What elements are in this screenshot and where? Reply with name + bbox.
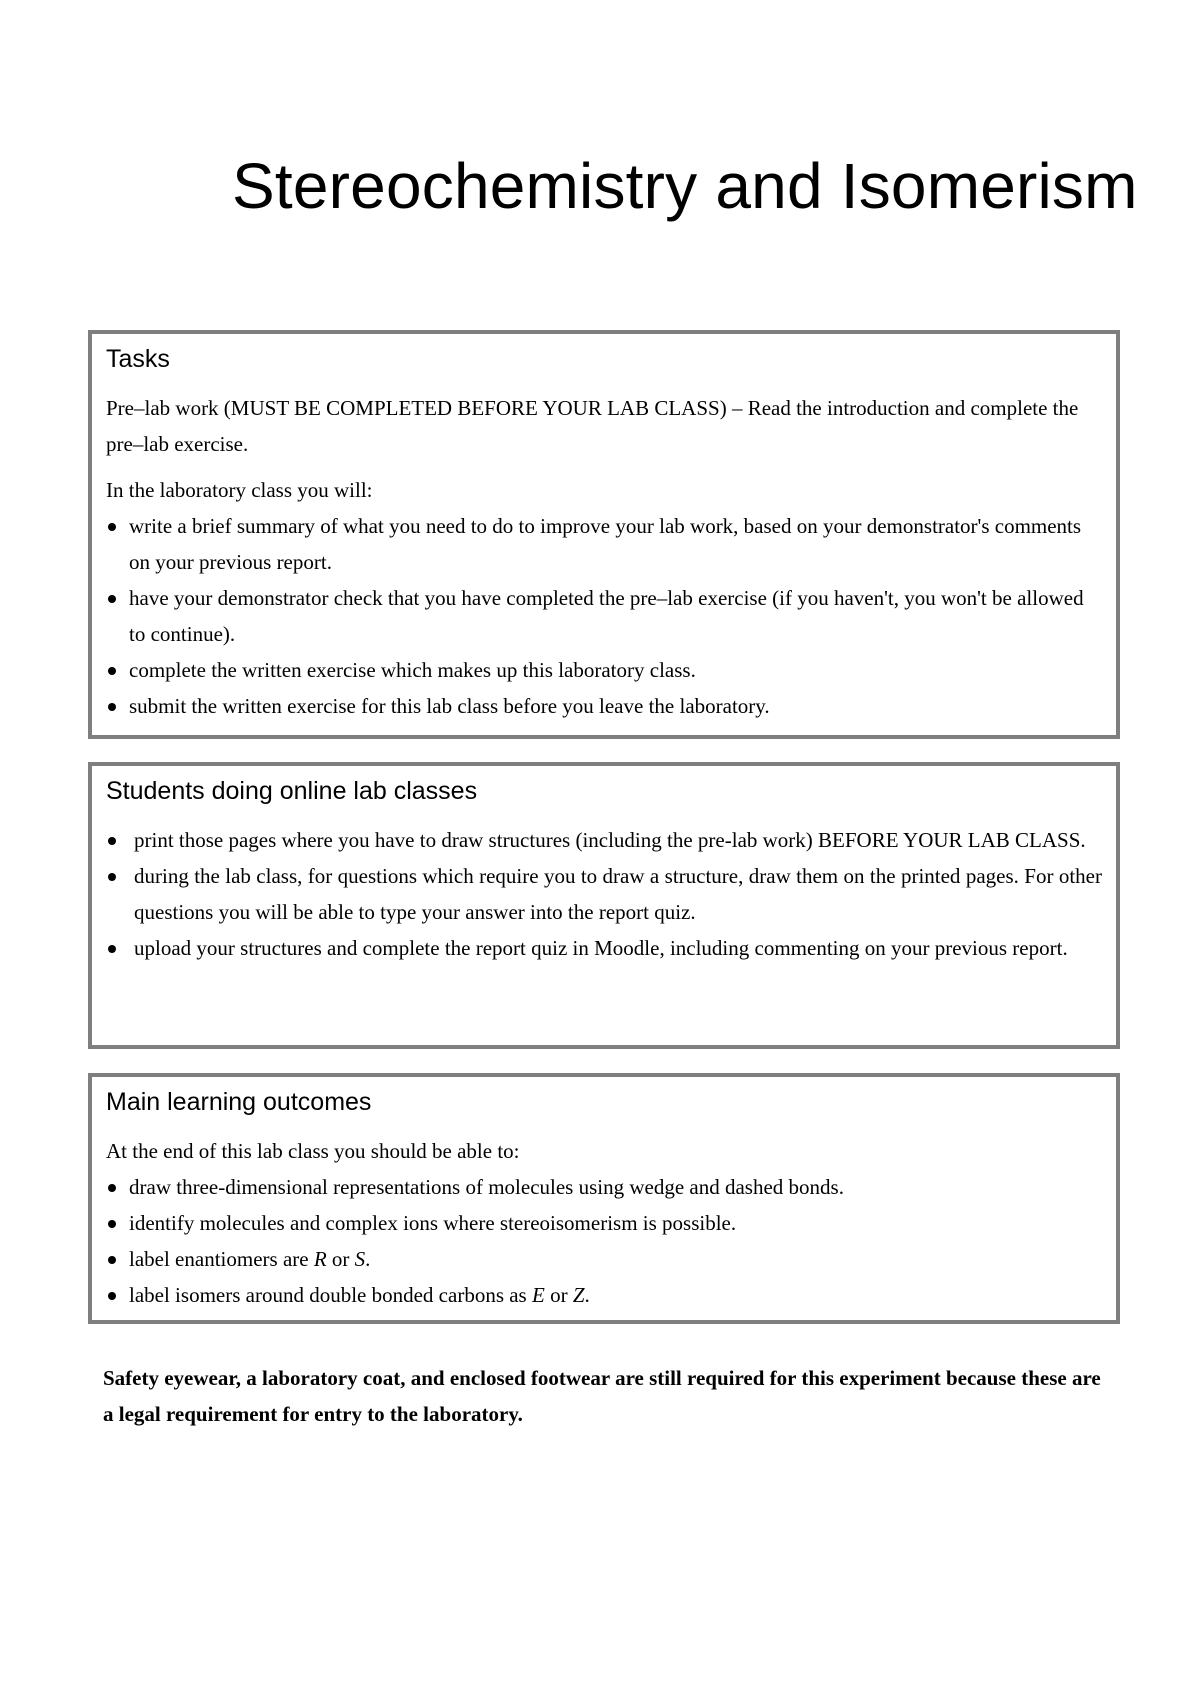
tasks-intro: In the laboratory class you will:: [106, 478, 373, 502]
list-item-text: submit the written exercise for this lab class before you leave the laboratory.: [129, 694, 770, 718]
safety-notice: Safety eyewear, a laboratory coat, and enclosed footwear are still required for this experiment because these are a legal requirement for entry to the laboratory.: [103, 1366, 1101, 1426]
list-item: [106, 930, 1102, 966]
bullet-icon: [108, 945, 116, 953]
prelab-text: Pre–lab work (MUST BE COMPLETED BEFORE YOUR LAB CLASS) – Read the introduction and complete the pre–lab exercise.: [106, 396, 1079, 456]
bullet-icon: [108, 1220, 116, 1228]
list-item-text: print those pages where you have to draw structures (including the pre-lab work) BEFORE YOUR LAB CLASS.: [134, 828, 1086, 852]
online-heading: Students doing online lab classes: [106, 777, 478, 805]
bullet-icon: [108, 1256, 116, 1264]
learning-outcomes-box: [88, 1073, 1120, 1324]
page-title: Stereochemistry and Isomerism: [232, 150, 1138, 222]
list-item: [106, 580, 1102, 652]
list-item-text: or: [544, 1283, 573, 1307]
outcomes-intro: At the end of this lab class you should be able to:: [106, 1139, 520, 1163]
bullet-icon: [108, 837, 116, 845]
bullet-icon: [108, 1184, 116, 1192]
tasks-box: [88, 330, 1120, 739]
list-item: [106, 858, 1102, 930]
list-item-text: or: [326, 1247, 355, 1271]
tasks-heading: Tasks: [106, 345, 170, 373]
list-item-text: label enantiomers are: [129, 1247, 314, 1271]
descriptor-r: R: [313, 1247, 327, 1271]
descriptor-z: Z: [572, 1283, 585, 1307]
list-item: [106, 1169, 1102, 1205]
list-item-text: identify molecules and complex ions where stereoisomerism is possible.: [129, 1211, 737, 1235]
bullet-icon: [108, 1292, 116, 1300]
list-item: [106, 1241, 1102, 1277]
descriptor-e: E: [531, 1283, 545, 1307]
list-item-text: label isomers around double bonded carbons as: [129, 1283, 532, 1307]
list-item-text: write a brief summary of what you need to do to improve your lab work, based on your demonstrator's comments on your previous report.: [129, 514, 1082, 574]
list-item: [106, 652, 1102, 688]
list-item-text: during the lab class, for questions which require you to draw a structure, draw them on the printed pages. For other questions you will be able to type your answer into the report quiz.: [134, 864, 1102, 924]
list-item: [106, 508, 1102, 580]
list-item: [106, 1277, 1102, 1313]
list-item-text: draw three-dimensional representations of molecules using wedge and dashed bonds.: [129, 1175, 844, 1199]
list-item-text: have your demonstrator check that you have completed the pre–lab exercise (if you haven't, you won't be allowed to continue).: [129, 586, 1084, 646]
list-item: [106, 1205, 1102, 1241]
outcomes-list: [106, 1169, 1102, 1313]
bullet-icon: [108, 595, 116, 603]
list-item: [106, 688, 1102, 724]
online-list: [106, 822, 1102, 966]
tasks-list: [106, 508, 1102, 724]
outcomes-heading: Main learning outcomes: [106, 1088, 372, 1116]
bullet-icon: [108, 523, 116, 531]
online-classes-box: [88, 762, 1120, 1049]
bullet-icon: [108, 703, 116, 711]
bullet-icon: [108, 873, 116, 881]
list-item-text: .: [584, 1283, 590, 1307]
list-item-text: .: [365, 1247, 371, 1271]
descriptor-s: S: [354, 1247, 366, 1271]
list-item-text: complete the written exercise which makes up this laboratory class.: [129, 658, 696, 682]
list-item: [106, 822, 1102, 858]
list-item-text: upload your structures and complete the report quiz in Moodle, including commenting on your previous report.: [134, 936, 1068, 960]
bullet-icon: [108, 667, 116, 675]
